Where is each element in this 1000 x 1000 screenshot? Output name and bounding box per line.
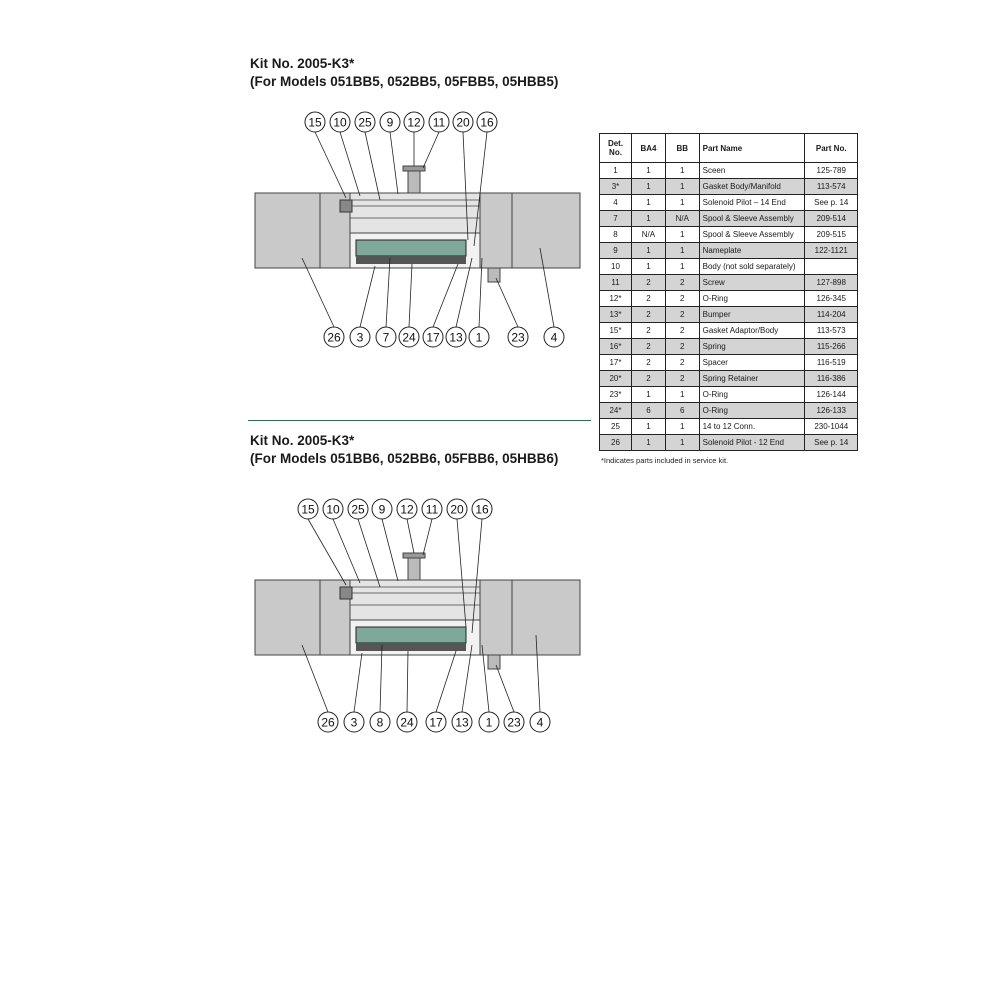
- svg-text:11: 11: [425, 502, 439, 517]
- cell-ba4: 2: [632, 323, 666, 339]
- svg-text:10: 10: [333, 115, 347, 130]
- cell-ba4: 2: [632, 291, 666, 307]
- cell-part-name: O-Ring: [699, 291, 805, 307]
- table-row: [600, 291, 858, 307]
- cell-ba4: 1: [632, 387, 666, 403]
- callout-bottom: [350, 266, 375, 347]
- svg-text:7: 7: [382, 330, 390, 345]
- kit2-heading: [250, 432, 558, 468]
- callout-bottom: [446, 258, 472, 347]
- header-part-name: Part Name: [699, 134, 805, 163]
- cell-part-no: 126-144: [805, 387, 858, 403]
- svg-text:15: 15: [308, 115, 322, 130]
- cell-bb: 2: [665, 291, 699, 307]
- svg-text:13: 13: [455, 715, 469, 730]
- svg-text:24: 24: [400, 715, 414, 730]
- callout-bottom: [496, 278, 528, 347]
- callout-top: [372, 499, 398, 581]
- cell-ba4: 1: [632, 179, 666, 195]
- cell-part-no: 127-898: [805, 275, 858, 291]
- cell-det-no: 10: [600, 259, 632, 275]
- cell-ba4: 2: [632, 339, 666, 355]
- table-row: [600, 387, 858, 403]
- svg-text:12: 12: [400, 502, 414, 517]
- cell-bb: 1: [665, 259, 699, 275]
- cell-part-no: 125-789: [805, 163, 858, 179]
- svg-text:20: 20: [450, 502, 464, 517]
- cell-ba4: N/A: [632, 227, 666, 243]
- cell-bb: 1: [665, 163, 699, 179]
- svg-text:8: 8: [376, 715, 384, 730]
- callout-top: [380, 112, 400, 194]
- cell-ba4: 1: [632, 211, 666, 227]
- table-row: [600, 307, 858, 323]
- svg-text:25: 25: [358, 115, 372, 130]
- cell-det-no: 20*: [600, 371, 632, 387]
- cell-det-no: 17*: [600, 355, 632, 371]
- cell-part-no: 122-1121: [805, 243, 858, 259]
- cell-bb: 1: [665, 435, 699, 451]
- table-row: [600, 419, 858, 435]
- cell-part-no: See p. 14: [805, 435, 858, 451]
- svg-text:15: 15: [301, 502, 315, 517]
- callout-bottom: [469, 258, 489, 347]
- svg-text:11: 11: [432, 115, 446, 130]
- header-det-no: Det. No.: [600, 134, 632, 163]
- cell-det-no: 26: [600, 435, 632, 451]
- svg-text:3: 3: [356, 330, 364, 345]
- svg-text:9: 9: [378, 502, 386, 517]
- cell-det-no: 13*: [600, 307, 632, 323]
- cell-bb: 2: [665, 371, 699, 387]
- cell-part-no: 126-345: [805, 291, 858, 307]
- table-row: [600, 403, 858, 419]
- svg-text:10: 10: [326, 502, 340, 517]
- cell-part-name: O-Ring: [699, 403, 805, 419]
- cell-part-name: Nameplate: [699, 243, 805, 259]
- svg-text:3: 3: [350, 715, 358, 730]
- header-part-no: Part No.: [805, 134, 858, 163]
- callout-top: [422, 499, 442, 555]
- section-divider: [248, 420, 591, 421]
- svg-text:1: 1: [485, 715, 493, 730]
- table-row: [600, 323, 858, 339]
- cell-bb: 1: [665, 387, 699, 403]
- svg-text:26: 26: [321, 715, 335, 730]
- svg-text:24: 24: [402, 330, 416, 345]
- callout-bottom: [397, 651, 417, 732]
- header-bb: BB: [665, 134, 699, 163]
- svg-text:16: 16: [480, 115, 494, 130]
- footnote: *Indicates parts included in service kit.: [601, 456, 729, 465]
- cell-part-name: O-Ring: [699, 387, 805, 403]
- table-header-row: [600, 134, 858, 163]
- kit1-heading: [250, 55, 558, 91]
- header-ba4: BA4: [632, 134, 666, 163]
- cell-det-no: 1: [600, 163, 632, 179]
- svg-text:16: 16: [475, 502, 489, 517]
- cell-part-no: 209-515: [805, 227, 858, 243]
- valve-body-1: [255, 166, 580, 282]
- cell-det-no: 4: [600, 195, 632, 211]
- cell-part-name: Spring Retainer: [699, 371, 805, 387]
- parts-table: [599, 133, 858, 451]
- cell-bb: 2: [665, 275, 699, 291]
- valve-diagram-2: [250, 495, 590, 735]
- cell-det-no: 7: [600, 211, 632, 227]
- callout-bottom: [302, 645, 338, 732]
- valve-diagram-2-drawing: [250, 495, 590, 735]
- valve-body-2: [255, 553, 580, 669]
- kit1-title: Kit No. 2005-K3*: [250, 56, 355, 71]
- table-row: [600, 179, 858, 195]
- table-row: [600, 275, 858, 291]
- cell-part-name: 14 to 12 Conn.: [699, 419, 805, 435]
- cell-part-name: Spool & Sleeve Assembly: [699, 227, 805, 243]
- cell-ba4: 1: [632, 419, 666, 435]
- cell-part-no: 113-574: [805, 179, 858, 195]
- cell-part-no: 116-519: [805, 355, 858, 371]
- cell-part-no: 115-266: [805, 339, 858, 355]
- cell-det-no: 24*: [600, 403, 632, 419]
- cell-det-no: 15*: [600, 323, 632, 339]
- svg-text:17: 17: [429, 715, 443, 730]
- svg-text:17: 17: [426, 330, 440, 345]
- cell-ba4: 1: [632, 195, 666, 211]
- cell-part-no: See p. 14: [805, 195, 858, 211]
- cell-part-no: 230-1044: [805, 419, 858, 435]
- cell-part-name: Sceen: [699, 163, 805, 179]
- cell-part-no: 209-514: [805, 211, 858, 227]
- cell-ba4: 2: [632, 355, 666, 371]
- cell-det-no: 11: [600, 275, 632, 291]
- callout-bottom: [376, 258, 396, 347]
- cell-part-name: Solenoid Pilot - 12 End: [699, 435, 805, 451]
- table-row: [600, 211, 858, 227]
- table-row: [600, 227, 858, 243]
- cell-bb: 2: [665, 307, 699, 323]
- kit1-models: (For Models 051BB5, 052BB5, 05FBB5, 05HBB5): [250, 74, 559, 89]
- cell-det-no: 8: [600, 227, 632, 243]
- callout-top: [423, 112, 449, 168]
- kit2-title: Kit No. 2005-K3*: [250, 433, 355, 448]
- svg-text:23: 23: [507, 715, 521, 730]
- valve-diagram-1: [250, 108, 590, 348]
- cell-det-no: 16*: [600, 339, 632, 355]
- cell-ba4: 2: [632, 307, 666, 323]
- svg-text:20: 20: [456, 115, 470, 130]
- callout-bottom: [426, 651, 456, 732]
- svg-text:4: 4: [536, 715, 544, 730]
- svg-text:25: 25: [351, 502, 365, 517]
- callout-bottom: [302, 258, 344, 347]
- cell-bb: 1: [665, 419, 699, 435]
- cell-bb: 1: [665, 243, 699, 259]
- cell-ba4: 1: [632, 243, 666, 259]
- svg-text:9: 9: [386, 115, 394, 130]
- svg-text:13: 13: [449, 330, 463, 345]
- cell-part-name: Gasket Adaptor/Body: [699, 323, 805, 339]
- cell-ba4: 2: [632, 371, 666, 387]
- cell-ba4: 6: [632, 403, 666, 419]
- svg-text:12: 12: [407, 115, 421, 130]
- cell-part-no: 114-204: [805, 307, 858, 323]
- cell-det-no: 9: [600, 243, 632, 259]
- cell-part-no: 126-133: [805, 403, 858, 419]
- table-row: [600, 163, 858, 179]
- cell-ba4: 1: [632, 163, 666, 179]
- table-row: [600, 371, 858, 387]
- callout-top: [397, 499, 417, 553]
- cell-part-name: Spring: [699, 339, 805, 355]
- callout-top: [404, 112, 424, 166]
- cell-bb: 6: [665, 403, 699, 419]
- cell-det-no: 23*: [600, 387, 632, 403]
- kit2-models: (For Models 051BB6, 052BB6, 05FBB6, 05HBB6): [250, 451, 559, 466]
- cell-ba4: 1: [632, 259, 666, 275]
- callout-bottom: [370, 645, 390, 732]
- cell-ba4: 1: [632, 435, 666, 451]
- cell-bb: 2: [665, 323, 699, 339]
- cell-bb: 1: [665, 227, 699, 243]
- cell-part-name: Spacer: [699, 355, 805, 371]
- callout-bottom: [452, 645, 472, 732]
- parts-table-body: [600, 163, 858, 451]
- table-row: [600, 259, 858, 275]
- svg-text:23: 23: [511, 330, 525, 345]
- valve-diagram-1-drawing: [250, 108, 590, 348]
- cell-part-no: 113-573: [805, 323, 858, 339]
- cell-part-no: [805, 259, 858, 275]
- table-row: [600, 339, 858, 355]
- cell-part-name: Screw: [699, 275, 805, 291]
- cell-det-no: 25: [600, 419, 632, 435]
- callout-bottom: [344, 653, 364, 732]
- svg-text:26: 26: [327, 330, 341, 345]
- cell-bb: 1: [665, 179, 699, 195]
- cell-part-name: Solenoid Pilot – 14 End: [699, 195, 805, 211]
- cell-bb: N/A: [665, 211, 699, 227]
- callout-bottom: [496, 665, 524, 732]
- svg-text:4: 4: [550, 330, 558, 345]
- callout-top: [355, 112, 380, 200]
- cell-bb: 2: [665, 355, 699, 371]
- cell-part-name: Bumper: [699, 307, 805, 323]
- cell-det-no: 12*: [600, 291, 632, 307]
- table-row: [600, 243, 858, 259]
- table-row: [600, 355, 858, 371]
- cell-part-name: Body (not sold separately): [699, 259, 805, 275]
- table-row: [600, 195, 858, 211]
- callout-bottom: [399, 264, 419, 347]
- table-row: [600, 435, 858, 451]
- cell-part-name: Spool & Sleeve Assembly: [699, 211, 805, 227]
- cell-part-no: 116-386: [805, 371, 858, 387]
- cell-part-name: Gasket Body/Manifold: [699, 179, 805, 195]
- cell-ba4: 2: [632, 275, 666, 291]
- cell-det-no: 3*: [600, 179, 632, 195]
- cell-bb: 1: [665, 195, 699, 211]
- cell-bb: 2: [665, 339, 699, 355]
- svg-text:1: 1: [475, 330, 483, 345]
